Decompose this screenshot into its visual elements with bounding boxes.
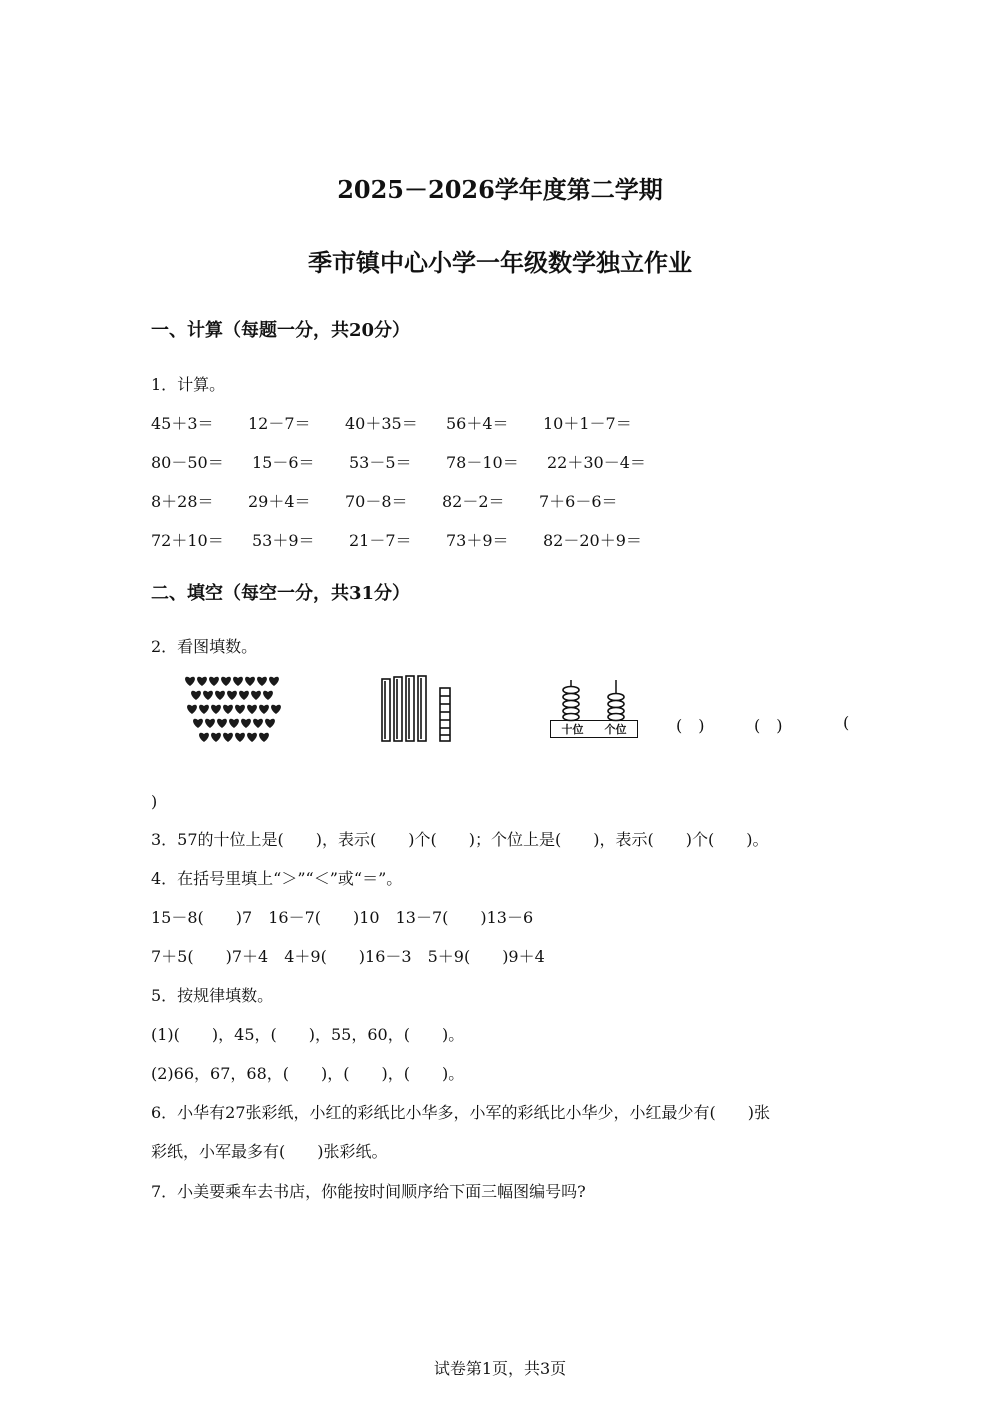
heart-icon (209, 677, 219, 686)
heart-icon (187, 705, 197, 714)
abacus-label-tens: 十位 (561, 723, 584, 736)
question-6-line-2: 彩纸，小军最多有( )张彩纸。 (151, 1142, 388, 1161)
abacus-base (550, 720, 638, 738)
heart-icon (259, 705, 269, 714)
calc-item: 56＋4＝ (446, 414, 509, 433)
calc-item: 53－5＝ (349, 453, 412, 472)
calc-item: 70－8＝ (345, 492, 408, 511)
heart-icon (257, 677, 267, 686)
question-1-label: 1．计算。 (151, 375, 226, 394)
calc-item: 72＋10＝ (151, 531, 224, 550)
answer-blank-3-close: ) (151, 792, 158, 811)
tens-rods-image (378, 673, 458, 745)
heart-icon (185, 677, 195, 686)
heart-icon (241, 719, 251, 728)
question-4-label: 4．在括号里填上“＞”“＜”或“＝”。 (151, 869, 403, 888)
heart-icon (223, 705, 233, 714)
heart-icon (191, 691, 201, 700)
calc-item: 82－2＝ (442, 492, 505, 511)
heart-icon (221, 677, 231, 686)
calc-item: 12－7＝ (248, 414, 311, 433)
calc-item: 21－7＝ (349, 531, 412, 550)
heart-icon (199, 705, 209, 714)
heart-icon (271, 705, 281, 714)
heart-icon (211, 733, 221, 742)
page-footer: 试卷第1页，共3页 (433, 1359, 567, 1378)
heart-icon (251, 691, 261, 700)
section-1-heading: 一、计算（每题一分，共20分） (151, 320, 411, 341)
heart-icon (217, 719, 227, 728)
heart-icon (247, 705, 257, 714)
calc-item: 82－20＋9＝ (543, 531, 642, 550)
heart-icon (197, 677, 207, 686)
question-5-label: 5．按规律填数。 (151, 986, 274, 1005)
abacus-image (548, 678, 640, 740)
calc-item: 80－50＝ (151, 453, 224, 472)
heart-icon (245, 677, 255, 686)
calc-item: 7＋6－6＝ (539, 492, 618, 511)
heart-icon (265, 719, 275, 728)
question-4-row-2: 7＋5( )7＋4 4＋9( )16－3 5＋9( )9＋4 (151, 947, 545, 966)
heart-icon (239, 691, 249, 700)
heart-icon (211, 705, 221, 714)
heart-icon (203, 691, 213, 700)
title-line-1: 2025－2026学年度第二学期 (337, 175, 663, 204)
answer-blank-2[interactable]: ( ) (754, 716, 783, 735)
heart-icon (199, 733, 209, 742)
heart-icon (235, 705, 245, 714)
title-line-2: 季市镇中心小学一年级数学独立作业 (308, 248, 692, 277)
abacus-label-ones: 个位 (604, 723, 627, 736)
heart-icon (259, 733, 269, 742)
answer-blank-1[interactable]: ( ) (676, 716, 705, 735)
calc-item: 78－10＝ (446, 453, 519, 472)
heart-icon (235, 733, 245, 742)
heart-icon (227, 691, 237, 700)
question-6-line-1: 6．小华有27张彩纸，小红的彩纸比小华多，小军的彩纸比小华少，小红最少有( )张 (151, 1103, 771, 1122)
heart-icon (233, 677, 243, 686)
heart-icon (205, 719, 215, 728)
hearts-cluster-image (180, 672, 290, 748)
heart-icon (253, 719, 263, 728)
calc-item: 10＋1－7＝ (543, 414, 632, 433)
calc-item: 15－6＝ (252, 453, 315, 472)
calc-item: 73＋9＝ (446, 531, 509, 550)
calc-item: 45＋3＝ (151, 414, 214, 433)
question-5-part-1: (1)( )，45，( )，55，60，( )。 (151, 1025, 465, 1044)
calc-item: 22＋30－4＝ (547, 453, 646, 472)
heart-icon (263, 691, 273, 700)
heart-icon (269, 677, 279, 686)
question-5-part-2: (2)66，67，68，( )，( )，( )。 (151, 1064, 465, 1083)
question-2-label: 2．看图填数。 (151, 637, 258, 656)
heart-icon (193, 719, 203, 728)
heart-icon (229, 719, 239, 728)
heart-icon (247, 733, 257, 742)
abacus-beads (548, 678, 640, 722)
answer-blank-3[interactable]: ( (843, 713, 850, 732)
calc-item: 53＋9＝ (252, 531, 315, 550)
section-2-heading: 二、填空（每空一分，共31分） (151, 583, 411, 604)
question-4-row-1: 15－8( )7 16－7( )10 13－7( )13－6 (151, 908, 534, 927)
heart-icon (215, 691, 225, 700)
calc-item: 40＋35＝ (345, 414, 418, 433)
calc-item: 29＋4＝ (248, 492, 311, 511)
question-7: 7．小美要乘车去书店，你能按时间顺序给下面三幅图编号吗? (151, 1182, 586, 1201)
heart-icon (223, 733, 233, 742)
question-3: 3．57的十位上是( )，表示( )个( )；个位上是( )，表示( )个( )。 (151, 830, 769, 849)
calc-item: 8＋28＝ (151, 492, 214, 511)
